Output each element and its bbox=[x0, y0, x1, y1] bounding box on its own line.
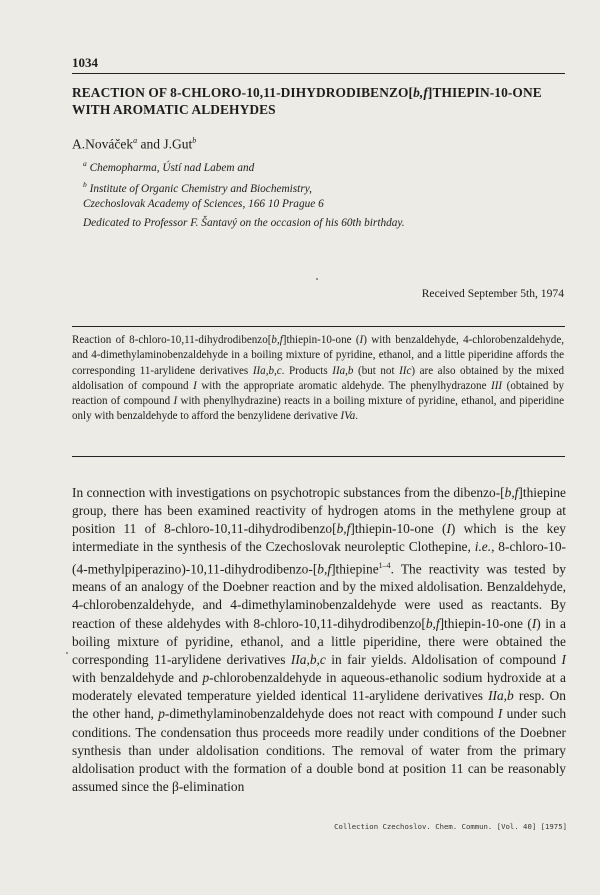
article-title bbox=[72, 85, 572, 118]
abstract-segment: (but not bbox=[353, 364, 400, 377]
abstract-segment: ) with benzaldehyde, 4-chlorobenzaldehyde, and 4-dimethylaminobenzaldehyde in a boiling mixture of pyridine, ethanol, and a little piperidine affords the corresponding 11-arylidene derivatives bbox=[72, 334, 564, 377]
footer-citation: Collection Czechoslov. Chem. Commun. [Vol. 40] [1975] bbox=[334, 822, 567, 831]
authors bbox=[72, 136, 196, 153]
author-1-sup: a bbox=[133, 136, 138, 145]
affil-2-sup: b bbox=[83, 179, 87, 189]
body-segment: ]thiepine group, there has been examined reactivity of hydrogen atoms in the methylene group at position 11 of 8-chloro-10,11-dihydrodibenzo[ bbox=[72, 485, 566, 537]
body-segment: I bbox=[497, 706, 503, 722]
body-segment: IIa,b,c bbox=[290, 651, 326, 667]
body-segment: I bbox=[531, 615, 537, 631]
affil-3: Czechoslovak Academy of Sciences, 166 10 Prague 6 bbox=[83, 198, 324, 211]
title-line1-post: ]THIEPIN-10-ONE bbox=[427, 85, 542, 100]
abstract-segment: ]thiepin-10-one ( bbox=[282, 334, 360, 346]
abstract-segment: Reaction of 8-chloro-10,11-dihydrodibenzo[ bbox=[72, 334, 272, 346]
body-segment: i.e. bbox=[474, 539, 492, 555]
body-segment: under such conditions. The condensation thus proceeds more readily under conditions of the Doebner synthesis than under aldolisation conditions. The removal of water from the primary aldolisation product with the formation of a double bond at position 11 can be reasonably assumed since the β-elimination bbox=[72, 706, 567, 794]
author-2-sup: b bbox=[192, 136, 197, 145]
author-2: J.Gut bbox=[163, 136, 193, 152]
body-segment: ) which is the key intermediate in the synthesis of the Czechoslovak neuroleptic Clothepine, bbox=[72, 521, 566, 555]
abstract-bottom-rule bbox=[72, 456, 565, 457]
abstract-segment: with phenylhydrazine) reacts in a boiling mixture of pyridine, ethanol, and piperidine only with benzaldehyde to afford the benzylidene derivative bbox=[72, 395, 564, 423]
header-rule bbox=[72, 73, 565, 74]
body-segment: 1–4 bbox=[378, 560, 391, 570]
abstract-segment: with the appropriate aromatic aldehyde. The phenylhydrazone bbox=[196, 379, 492, 392]
abstract-segment: III bbox=[491, 379, 503, 392]
body-segment: ]thiepin-10-one ( bbox=[439, 615, 532, 631]
body-segment: I bbox=[446, 521, 451, 537]
body-segment: ]thiepin-10-one ( bbox=[350, 521, 447, 537]
title-line1-pre: REACTION OF 8-CHLORO-10,11-DIHYDRODIBENZO[ bbox=[72, 85, 414, 100]
body-segment: with benzaldehyde and bbox=[72, 670, 203, 686]
author-1: A.Nováček bbox=[72, 136, 134, 152]
body-segment: p bbox=[202, 670, 210, 686]
affil-2: Institute of Organic Chemistry and Biochemistry, bbox=[86, 182, 312, 195]
abstract-top-rule bbox=[72, 326, 565, 327]
abstract-segment: I bbox=[193, 379, 197, 392]
body-segment: . The reactivity was tested by means of an analogy of the Doebner reaction and by the mixed aldolisation. Benzaldehyde, 4-chlorobenzaldehyde, and 4-dimethylaminobenzaldehyde were used as reactants. By reaction of these aldehydes with 8-chloro-10,11-dihydrodibenzo[ bbox=[72, 561, 566, 631]
dedication: Dedicated to Professor F. Šantavý on the occasion of his 60th birthday. bbox=[83, 217, 405, 229]
title-line2: WITH AROMATIC ALDEHYDES bbox=[72, 101, 276, 117]
abstract-segment: IVa bbox=[340, 410, 356, 423]
abstract-segment: IIa,b,c bbox=[252, 364, 282, 377]
body-segment: -chlorobenzaldehyde in aqueous-ethanolic sodium hydroxide at a moderately elevated temperature yielded identical 11-arylidene derivatives bbox=[72, 670, 566, 704]
body-segment: ]thiepine bbox=[331, 561, 379, 577]
title-line1-italic: b,f bbox=[413, 85, 428, 100]
abstract-segment: I bbox=[173, 395, 178, 408]
affil-1: Chemopharma, Ústí nad Labem and bbox=[86, 161, 255, 174]
body-segment: , 8-chloro-10-(4-methylpiperazino)-10,11-dihydrodibenzo-[ bbox=[72, 539, 566, 577]
body-segment: b,f bbox=[336, 521, 351, 537]
received-date: Received September 5th, 1974 bbox=[421, 287, 564, 300]
body-segment: resp. On the other hand, bbox=[72, 688, 566, 722]
scan-speck bbox=[66, 652, 68, 654]
body-segment: b,f bbox=[425, 615, 440, 631]
body-segment: -dimethylaminobenzaldehyde does not react with compound bbox=[164, 706, 498, 722]
abstract bbox=[72, 333, 564, 425]
affiliations bbox=[83, 156, 553, 213]
body-text bbox=[72, 484, 566, 796]
body-segment: I bbox=[561, 651, 566, 667]
body-segment: b,f bbox=[504, 485, 519, 500]
body-segment: in fair yields. Aldolisation of compound bbox=[325, 651, 562, 667]
affil-1-sup: a bbox=[83, 159, 87, 168]
body-segment: p bbox=[158, 706, 165, 722]
scan-speck bbox=[316, 278, 318, 280]
abstract-segment: . Products bbox=[281, 364, 333, 377]
abstract-segment: b,f bbox=[271, 334, 283, 346]
abstract-segment: . bbox=[355, 410, 359, 423]
abstract-segment: ) are also obtained by the mixed aldolisation of compound bbox=[72, 364, 564, 392]
abstract-segment: IIc bbox=[399, 364, 412, 377]
abstract-segment: (obtained by reaction of compound bbox=[72, 379, 564, 408]
body-segment: IIa,b bbox=[488, 688, 514, 704]
body-segment: ) in a boiling mixture of pyridine, ethanol, and a little piperidine, there were obtained the corresponding 11-arylidene derivatives bbox=[72, 615, 567, 667]
body-segment: In connection with investigations on psychotropic substances from the dibenzo-[ bbox=[72, 485, 505, 500]
author-separator: and bbox=[137, 136, 164, 152]
page-number: 1034 bbox=[72, 55, 98, 70]
abstract-segment: IIa,b bbox=[332, 364, 354, 377]
body-segment: b,f bbox=[317, 561, 332, 577]
abstract-segment: I bbox=[359, 334, 364, 346]
